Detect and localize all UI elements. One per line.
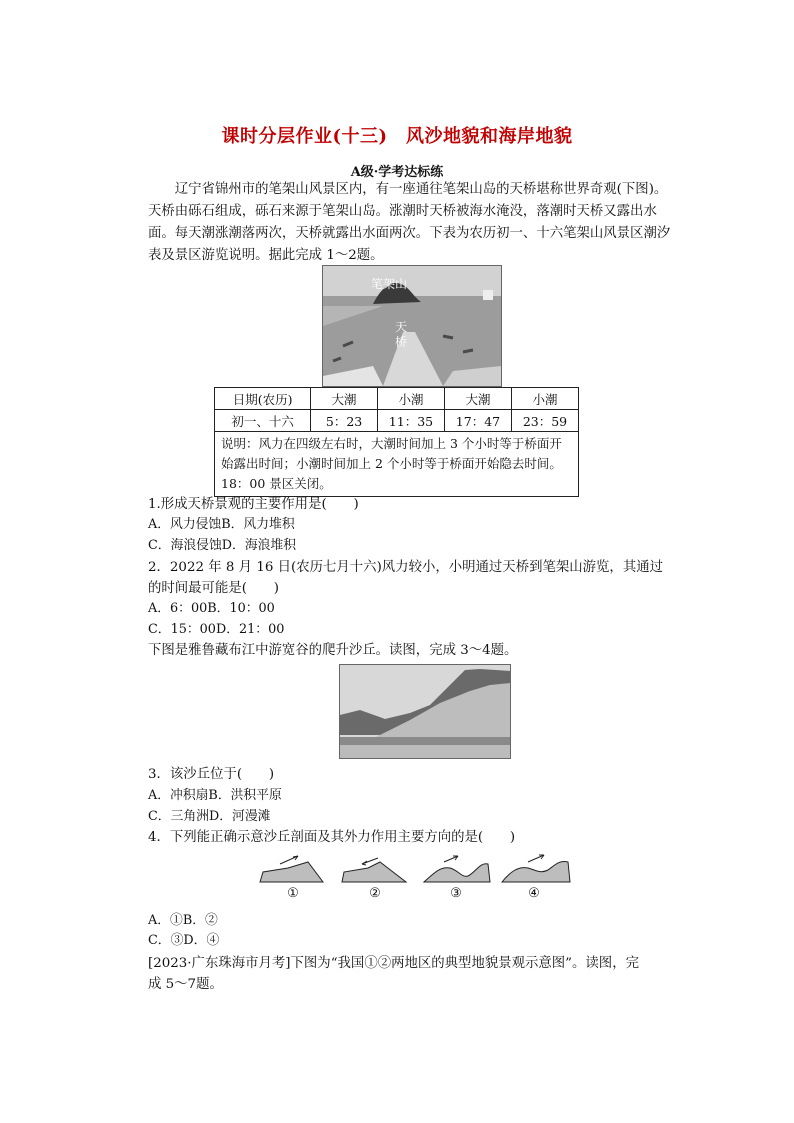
dune-profile-3 — [424, 864, 490, 882]
dune-profile-1 — [260, 862, 323, 882]
tide-table — [214, 387, 579, 497]
label-bridge-1: 天 — [395, 320, 408, 334]
tide-cell: 5：23 — [311, 410, 378, 432]
tide-header-cell: 小潮 — [377, 388, 444, 410]
tide-header-cell: 小潮 — [511, 388, 578, 410]
tide-header-cell: 日期(农历) — [215, 388, 311, 410]
q1-options-cd: C．海浪侵蚀D．海浪堆积 — [148, 538, 297, 553]
q4-options-cd: C．③D．④ — [148, 933, 220, 948]
q5-intro-line1: [2023·广东珠海市月考]下图为“我国①②两地区的典型地貌景观示意图”。读图，完 — [148, 956, 639, 971]
tide-header-cell: 大潮 — [311, 388, 378, 410]
label-mountain: 笔架山 — [371, 277, 408, 291]
q2-options-ab: A．6：00B．10：00 — [148, 601, 275, 616]
intro-paragraph: 辽宁省锦州市的笔架山风景区内，有一座通往笔架山岛的天桥堪称世界奇观(下图)。天桥由砾石组成，砾石来源于笔架山岛。涨潮时天桥被海水淹没，落潮时天桥又露出水面。每天潮涨潮落两次，天桥就露出水面两次。下表为农历初一、十六笔架山风景区潮汐表及景区游览说明。据此完成 1～2题。 — [148, 182, 671, 263]
tide-header-cell: 大潮 — [444, 388, 511, 410]
q3-options-ab: A．冲积扇B．洪积平原 — [148, 788, 282, 803]
q1-stem: 1.形成天桥景观的主要作用是( ) — [148, 497, 359, 512]
q4-stem: 4．下列能正确示意沙丘剖面及其外力作用主要方向的是( ) — [148, 830, 516, 845]
level-heading: A级·学考达标练 — [350, 165, 444, 180]
climbing-dune-photo — [339, 664, 511, 759]
diagram-label-4: ④ — [528, 886, 540, 901]
diagram-label-3: ③ — [450, 886, 462, 901]
diagram-label-1: ① — [287, 886, 299, 901]
tide-table-data-row — [215, 410, 579, 432]
tide-table-note-row — [215, 432, 579, 497]
label-bridge-2: 桥 — [395, 335, 408, 349]
tide-cell: 初一、十六 — [215, 410, 311, 432]
q4-options-ab: A．①B．② — [148, 913, 218, 928]
q2-options-cd: C．15：00D．21：00 — [148, 622, 285, 637]
tide-table-header-row — [215, 388, 579, 410]
q3-stem: 3．该沙丘位于( ) — [148, 767, 275, 782]
q5-intro-line2: 成 5～7题。 — [148, 977, 223, 992]
dune-profile-4 — [502, 861, 570, 882]
tide-cell: 11：35 — [377, 410, 444, 432]
tide-cell: 23：59 — [511, 410, 578, 432]
bijia-mountain-photo — [322, 265, 502, 387]
q2-stem-line1: 2．2022 年 8 月 16 日(农历七月十六)风力较小，小明通过天桥到笔架山游览，其通过 — [148, 560, 663, 575]
q1-options-ab: A．风力侵蚀B．风力堆积 — [148, 517, 295, 532]
intro2: 下图是雅鲁藏布江中游宽谷的爬升沙丘。读图，完成 3～4题。 — [148, 643, 518, 658]
dune-profile-2 — [342, 862, 406, 882]
climbing-dune-photo-graphic — [340, 665, 510, 758]
diagram-label-2: ② — [369, 886, 381, 901]
tide-cell: 17：47 — [444, 410, 511, 432]
q2-stem-line2: 的时间最可能是( ) — [148, 581, 279, 596]
bijia-mountain-photo-graphic — [323, 266, 501, 386]
page-title: 课时分层作业(十三) 风沙地貌和海岸地貌 — [221, 126, 573, 147]
tide-note: 说明：风力在四级左右时，大潮时间加上 3 个小时等于桥面开始露出时间；小潮时间加上 2 个小时等于桥面开始隐去时间。18：00 景区关闭。 — [215, 432, 579, 497]
dune-profile-diagrams — [258, 852, 588, 887]
q3-options-cd: C．三角洲D．河漫滩 — [148, 809, 271, 824]
arrowhead-2 — [362, 861, 367, 865]
